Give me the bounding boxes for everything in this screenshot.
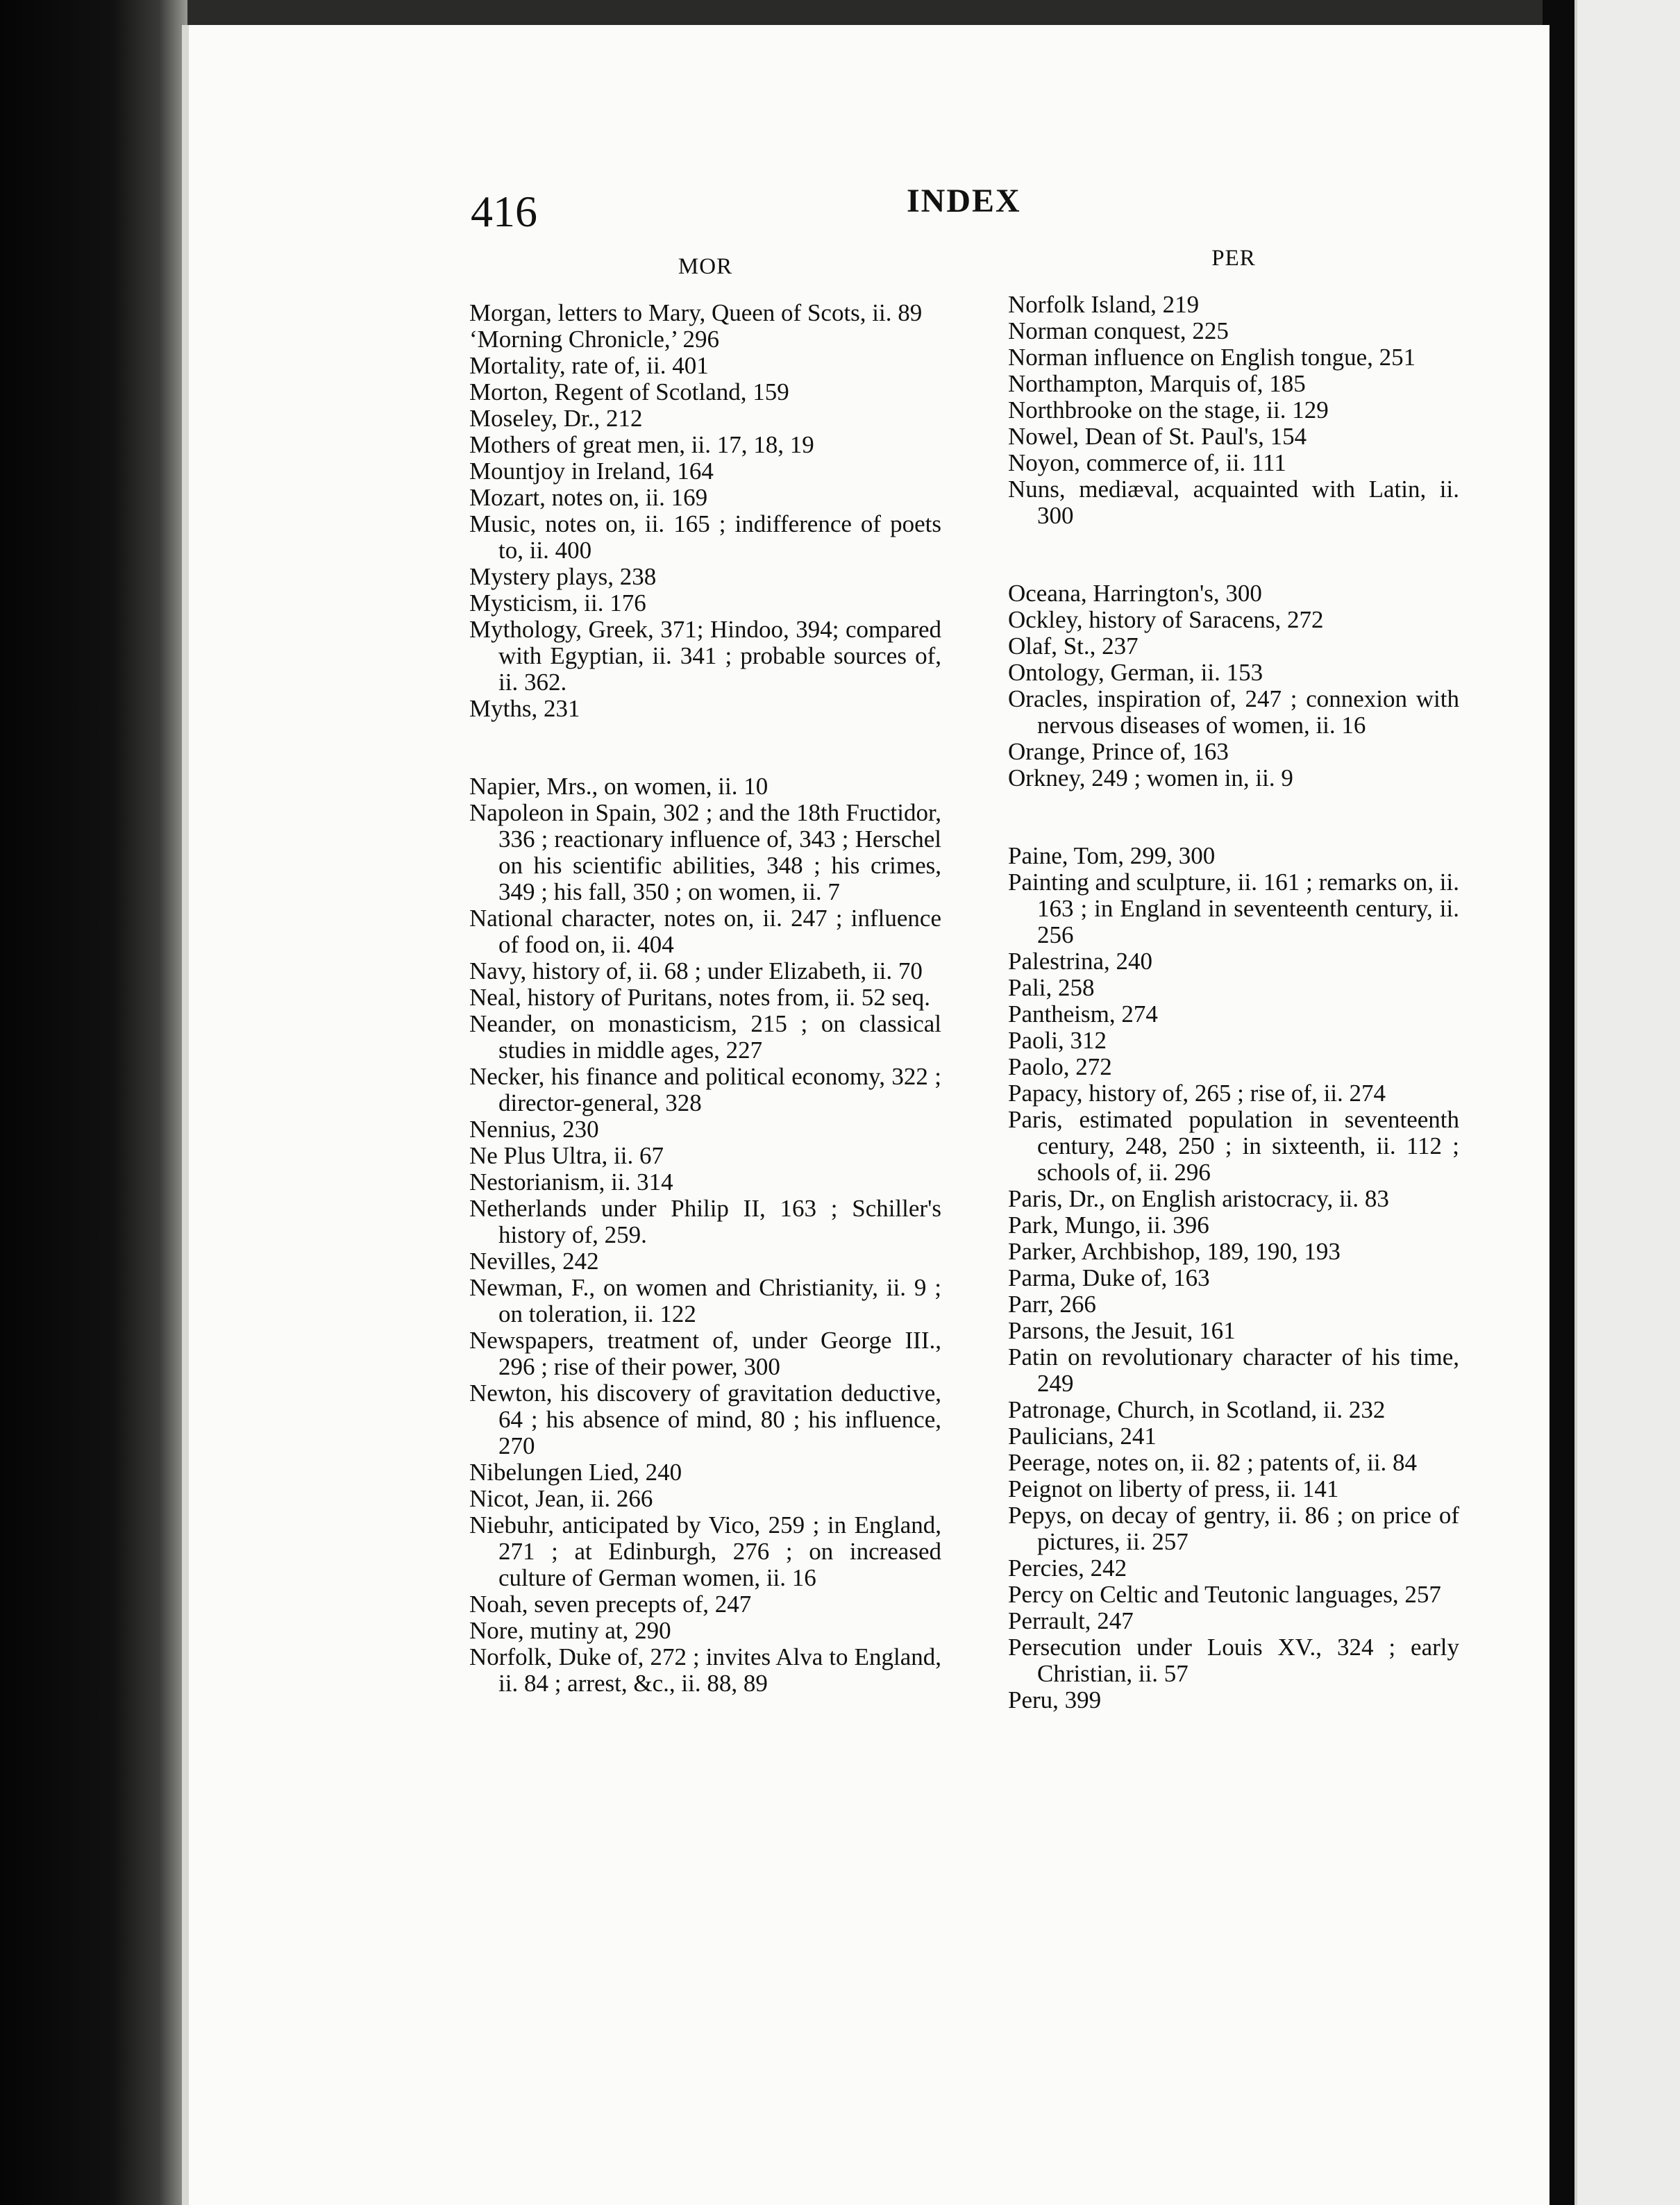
index-entry: ‘Morning Chronicle,’ 296 [469, 326, 719, 353]
index-entry: Napoleon in Spain, 302 ; and the 18th Fructidor, 336 ; reactionary influence of, 343 ; Herschel on his scientific abilities, 348 ; his crimes, 349 ; his fall, 350 ; on women, ii. 7 [469, 799, 941, 905]
index-entry: Noyon, commerce of, ii. 111 [1008, 449, 1286, 476]
index-entry: Nuns, mediæval, acquainted with Latin, ii. 300 [1008, 476, 1459, 529]
index-entry: Pantheism, 274 [1008, 1000, 1158, 1028]
index-entry: Peerage, notes on, ii. 82 ; patents of, ii. 84 [1008, 1449, 1418, 1476]
index-entry: Necker, his finance and political economy, 322 ; director-general, 328 [469, 1063, 941, 1116]
index-entry: Norfolk Island, 219 [1008, 291, 1200, 318]
index-entry: Morton, Regent of Scotland, 159 [469, 378, 789, 405]
index-entry: Newton, his discovery of gravitation deductive, 64 ; his absence of mind, 80 ; his influence, 270 [469, 1380, 941, 1459]
index-entry: Oracles, inspiration of, 247 ; connexion with nervous diseases of women, ii. 16 [1008, 685, 1459, 739]
index-entry: Neal, history of Puritans, notes from, ii. 52 seq. [469, 984, 930, 1011]
facing-page-edge [1574, 0, 1680, 2205]
index-entry: Orange, Prince of, 163 [1008, 738, 1229, 765]
index-entry: Parker, Archbishop, 189, 190, 193 [1008, 1238, 1341, 1265]
index-entry: Netherlands under Philip II, 163 ; Schiller's history of, 259. [469, 1195, 941, 1248]
index-entry: Mythology, Greek, 371; Hindoo, 394; compared with Egyptian, ii. 341 ; probable sources of, ii. 362. [469, 616, 941, 696]
index-entry: Nennius, 230 [469, 1116, 599, 1143]
index-entry: Pepys, on decay of gentry, ii. 86 ; on price of pictures, ii. 257 [1008, 1502, 1459, 1555]
index-entry: Paolo, 272 [1008, 1053, 1112, 1080]
index-entry: Patronage, Church, in Scotland, ii. 232 [1008, 1396, 1386, 1423]
index-entry: Northbrooke on the stage, ii. 129 [1008, 396, 1329, 424]
index-entry: Paris, Dr., on English aristocracy, ii. 83 [1008, 1185, 1389, 1212]
index-entry: Ontology, German, ii. 153 [1008, 659, 1263, 686]
index-entry: Persecution under Louis XV., 324 ; early Christian, ii. 57 [1008, 1634, 1459, 1687]
catchword-right: PER [1211, 246, 1256, 271]
index-entry: Nore, mutiny at, 290 [469, 1617, 671, 1644]
index-entry: Papacy, history of, 265 ; rise of, ii. 274 [1008, 1080, 1386, 1107]
index-entry: Morgan, letters to Mary, Queen of Scots, ii. 89 [469, 299, 923, 326]
index-entry: Paulicians, 241 [1008, 1423, 1157, 1450]
index-entry: Palestrina, 240 [1008, 948, 1153, 975]
index-entry: Paine, Tom, 299, 300 [1008, 842, 1216, 869]
index-entry: Ockley, history of Saracens, 272 [1008, 606, 1324, 633]
index-entry: Mountjoy in Ireland, 164 [469, 458, 714, 485]
running-head: INDEX [907, 183, 1021, 219]
index-entry: Paris, estimated population in seventeenth century, 248, 250 ; in sixteenth, ii. 112 ; schools of, ii. 296 [1008, 1106, 1459, 1186]
index-entry: Newman, F., on women and Christianity, ii. 9 ; on toleration, ii. 122 [469, 1274, 941, 1327]
index-entry: Navy, history of, ii. 68 ; under Elizabeth, ii. 70 [469, 957, 923, 984]
index-entry: Perrault, 247 [1008, 1607, 1134, 1634]
index-entry: Nestorianism, ii. 314 [469, 1168, 673, 1196]
index-entry: Painting and sculpture, ii. 161 ; remarks on, ii. 163 ; in England in seventeenth century, ii. 256 [1008, 869, 1459, 948]
page-number: 416 [471, 187, 537, 236]
index-entry: National character, notes on, ii. 247 ; influence of food on, ii. 404 [469, 905, 941, 958]
index-entry: Orkney, 249 ; women in, ii. 9 [1008, 764, 1293, 791]
index-entry: Peignot on liberty of press, ii. 141 [1008, 1475, 1339, 1502]
index-entry: Oceana, Harrington's, 300 [1008, 580, 1262, 607]
left-column [469, 253, 941, 1697]
index-entry: Olaf, St., 237 [1008, 632, 1139, 660]
index-entry: Parsons, the Jesuit, 161 [1008, 1317, 1236, 1344]
right-entry-list [1008, 292, 1459, 1713]
index-entry: Percy on Celtic and Teutonic languages, 257 [1008, 1581, 1441, 1608]
index-entry: Music, notes on, ii. 165 ; indifference of poets to, ii. 400 [469, 510, 941, 564]
catchword-left: MOR [678, 254, 733, 279]
index-entry: Nicot, Jean, ii. 266 [469, 1485, 653, 1512]
index-entry: Northampton, Marquis of, 185 [1008, 370, 1306, 397]
index-entry: Newspapers, treatment of, under George III., 296 ; rise of their power, 300 [469, 1327, 941, 1380]
index-entry: Mortality, rate of, ii. 401 [469, 352, 709, 379]
index-entry: Norman influence on English tongue, 251 [1008, 344, 1416, 371]
index-entry: Norman conquest, 225 [1008, 317, 1229, 344]
index-entry: Niebuhr, anticipated by Vico, 259 ; in England, 271 ; at Edinburgh, 276 ; on increased culture of German women, ii. 16 [469, 1511, 941, 1591]
index-entry: Ne Plus Ultra, ii. 67 [469, 1142, 664, 1169]
index-entry: Neander, on monasticism, 215 ; on classical studies in middle ages, 227 [469, 1010, 941, 1064]
index-entry: Percies, 242 [1008, 1554, 1127, 1582]
index-entry: Norfolk, Duke of, 272 ; invites Alva to England, ii. 84 ; arrest, &c., ii. 88, 89 [469, 1643, 941, 1697]
index-entry: Nibelungen Lied, 240 [469, 1459, 682, 1486]
index-entry: Park, Mungo, ii. 396 [1008, 1212, 1209, 1239]
left-entry-list [469, 300, 941, 1697]
index-entry: Napier, Mrs., on women, ii. 10 [469, 773, 768, 800]
index-entry: Parr, 266 [1008, 1291, 1096, 1318]
index-entry: Pali, 258 [1008, 974, 1095, 1001]
index-entry: Parma, Duke of, 163 [1008, 1264, 1210, 1291]
index-entry: Nowel, Dean of St. Paul's, 154 [1008, 423, 1307, 450]
index-entry: Myths, 231 [469, 695, 580, 722]
index-entry: Noah, seven precepts of, 247 [469, 1591, 752, 1618]
index-entry: Mozart, notes on, ii. 169 [469, 484, 708, 511]
index-entry: Mystery plays, 238 [469, 563, 657, 590]
index-entry: Paoli, 312 [1008, 1027, 1107, 1054]
index-entry: Mothers of great men, ii. 17, 18, 19 [469, 431, 814, 458]
right-column [1008, 244, 1459, 1713]
index-entry: Mysticism, ii. 176 [469, 589, 646, 617]
book-binding-shadow [0, 0, 187, 2205]
index-entry: Nevilles, 242 [469, 1248, 599, 1275]
index-entry: Peru, 399 [1008, 1686, 1102, 1713]
index-entry: Patin on revolutionary character of his time, 249 [1008, 1343, 1459, 1397]
index-entry: Moseley, Dr., 212 [469, 405, 643, 432]
